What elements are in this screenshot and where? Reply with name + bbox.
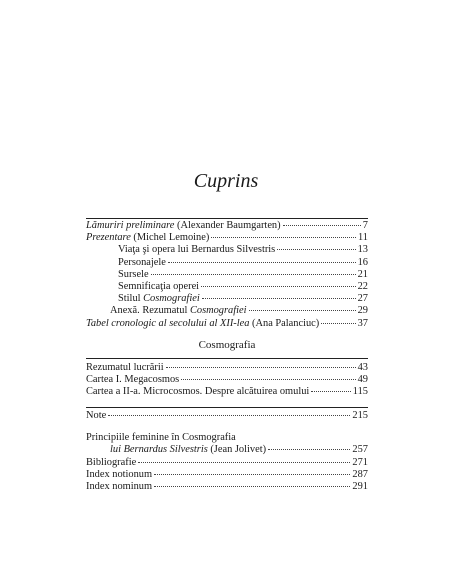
toc-entry[interactable]	[86, 244, 368, 256]
toc-entry-label: Index notionum	[86, 468, 153, 480]
toc-entry-label: Sursele	[118, 268, 149, 280]
divider	[86, 407, 368, 408]
toc-page-number: 43	[357, 362, 368, 373]
toc-page-number: 49	[357, 374, 368, 386]
toc-entry-label: Stilul Cosmografiei	[118, 293, 200, 305]
toc-entry-label: Prezentare (Michel Lemoine)	[86, 232, 210, 244]
toc-page-number: 27	[357, 293, 368, 305]
toc-entry[interactable]	[86, 481, 368, 493]
toc-entry[interactable]	[86, 220, 368, 232]
toc-entry-label: Cartea a II-a. Microcosmos. Despre alcătuirea omului	[86, 386, 310, 398]
leader-dots	[181, 379, 355, 380]
toc-entry[interactable]	[86, 281, 368, 293]
toc-entry[interactable]	[86, 318, 368, 330]
leader-dots	[268, 449, 350, 450]
toc-entry-label: Note	[86, 410, 107, 421]
divider	[86, 218, 368, 219]
toc-entry-label: Tabel cronologic al secolului al XII-lea (Ana Palanciuc)	[86, 317, 320, 329]
toc-entry[interactable]	[86, 293, 368, 305]
leader-dots	[321, 323, 355, 324]
toc-page-number: 22	[357, 280, 368, 292]
toc-page-number: 215	[352, 410, 368, 421]
leader-dots	[154, 486, 350, 487]
divider	[86, 358, 368, 359]
toc-page-number: 13	[357, 244, 368, 256]
leader-dots	[151, 274, 356, 275]
leader-dots	[166, 367, 356, 368]
toc-entry[interactable]	[86, 410, 368, 422]
toc-page-number: 16	[357, 256, 368, 268]
toc-entry-label: Personajele	[118, 256, 166, 268]
leader-dots	[202, 298, 356, 299]
toc-page-number: 7	[362, 220, 368, 231]
toc-page-number: 11	[357, 232, 368, 244]
page-title: Cuprins	[193, 170, 259, 192]
toc-page-number: 287	[352, 468, 368, 480]
toc-page-number: 29	[357, 305, 368, 317]
toc-entry-label: Anexă. Rezumatul Cosmografiei	[110, 305, 247, 317]
toc-entry-label: Lămuriri preliminare (Alexander Baumgarten)	[86, 220, 281, 231]
toc-page-number: 257	[352, 444, 368, 456]
toc-entry-label: Cartea I. Megacosmos	[86, 374, 180, 386]
leader-dots	[283, 225, 361, 226]
toc-entry-label: Bibliografie	[86, 456, 137, 468]
toc-entry[interactable]	[86, 386, 368, 398]
toc-entry-title-line	[86, 432, 368, 444]
toc-entry[interactable]	[86, 232, 368, 244]
toc-entry[interactable]	[86, 469, 368, 481]
toc-entry[interactable]	[86, 444, 368, 456]
toc-entry[interactable]	[86, 257, 368, 269]
toc-page-number: 115	[352, 386, 368, 398]
toc-page-number: 271	[352, 456, 368, 468]
toc-entry-label: Rezumatul lucrării	[86, 362, 164, 373]
toc-entry-label: Principiile feminine în Cosmografia	[86, 432, 236, 444]
leader-dots	[249, 310, 356, 311]
toc-entry[interactable]	[86, 362, 368, 374]
toc-front-matter	[86, 220, 368, 330]
leader-dots	[108, 415, 350, 416]
leader-dots	[311, 391, 350, 392]
leader-dots	[277, 249, 355, 250]
toc-entry-label: Index nominum	[86, 480, 153, 492]
toc-entry-label: Viaţa şi opera lui Bernardus Silvestris	[118, 244, 276, 256]
leader-dots	[211, 237, 356, 238]
toc-entry[interactable]	[86, 457, 368, 469]
leader-dots	[138, 462, 350, 463]
leader-dots	[201, 286, 356, 287]
toc-entry-label: lui Bernardus Silvestris (Jean Jolivet)	[110, 444, 267, 456]
toc-entry[interactable]	[86, 305, 368, 317]
toc-page-number: 21	[357, 268, 368, 280]
leader-dots	[168, 262, 356, 263]
toc-entry-label: Semnificaţia operei	[118, 280, 200, 292]
leader-dots	[154, 474, 350, 475]
toc-entry[interactable]	[86, 269, 368, 281]
section-heading: Cosmografia	[198, 339, 256, 351]
toc-back-matter	[86, 410, 368, 493]
toc-page-number: 37	[357, 317, 368, 329]
toc-page-number: 291	[352, 480, 368, 492]
toc-entry[interactable]	[86, 374, 368, 386]
toc-cosmografia	[86, 362, 368, 399]
